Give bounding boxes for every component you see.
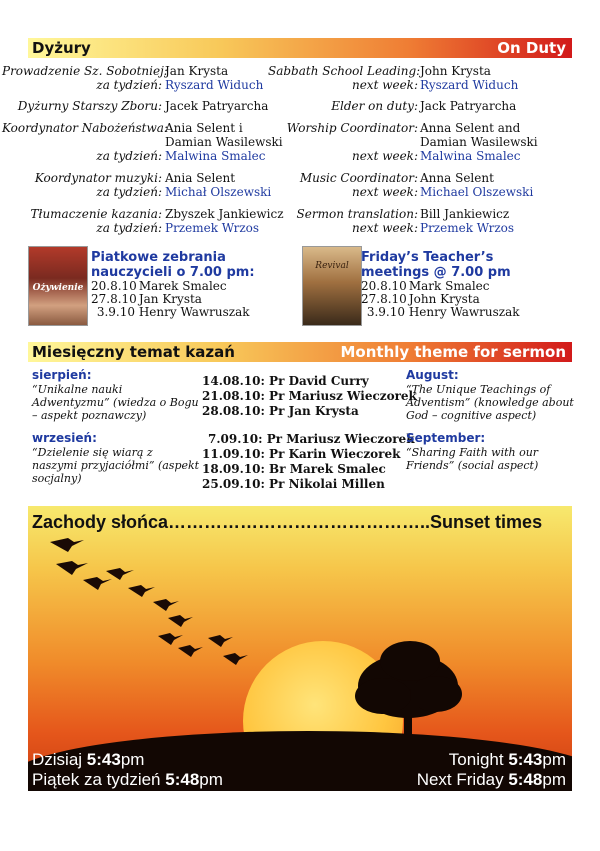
duty-next-value: Malwina Smalec <box>165 149 266 163</box>
duty-next-label: next week: <box>351 185 418 199</box>
duty-next-value: Przemek Wrzos <box>420 221 515 235</box>
sunset-header: Zachody słońca……………………………………..Sunset times <box>32 512 543 532</box>
month-label: September: <box>406 431 486 445</box>
meeting-name: Henry Wawruszak <box>138 305 250 319</box>
meeting-date: 27.8.10 <box>361 292 407 306</box>
meeting-date: 3.9.10 <box>96 305 135 319</box>
meeting-title-pl <box>91 250 255 280</box>
sunset-time: 5:48 <box>508 770 543 789</box>
duty-value-line2: Damian Wasilewski <box>420 135 538 149</box>
duty-next-value: Ryszard Widuch <box>165 78 264 92</box>
sermon-schedule-item: 14.08.10: Pr David Curry <box>202 374 369 388</box>
meeting-name: Marek Smalec <box>138 279 227 293</box>
meeting-name: Mark Smalec <box>408 279 490 293</box>
duty-next-label: next week: <box>351 78 418 92</box>
duty-next-label: za tydzień: <box>96 185 162 199</box>
sunset-label: Next Friday <box>416 770 504 789</box>
duty-next-label: next week: <box>351 221 418 235</box>
duty-value: Anna Selent <box>420 171 494 185</box>
book-cover-title: Ożywienie <box>32 283 84 293</box>
duty-label: Music Coordinator: <box>299 171 418 185</box>
duty-value: Ania Selent i <box>165 121 243 135</box>
meeting-title-en <box>361 250 511 280</box>
meeting-row <box>91 306 250 319</box>
duty-value: Zbyszek Jankiewicz <box>165 207 284 221</box>
sermon-schedule-item: 25.09.10: Pr Nikolai Millen <box>202 477 385 491</box>
book-cover-title: Revival <box>315 261 349 271</box>
on-duty-title-en: On Duty <box>497 39 566 57</box>
meeting-date: 20.8.10 <box>91 279 137 293</box>
meeting-date: 27.8.10 <box>91 292 137 306</box>
sunset-unit: pm <box>542 750 566 769</box>
duty-next-label: za tydzień: <box>96 149 162 163</box>
meeting-title-line: Piatkowe zebrania <box>91 250 226 265</box>
month-theme: “Dzielenie się wiarą z naszymi przyjaciółmi” (aspekt socjalny) <box>32 446 200 485</box>
meeting-date: 20.8.10 <box>361 279 407 293</box>
duty-next-value: Michael Olszewski <box>420 185 534 199</box>
sunset-unit: pm <box>542 770 566 789</box>
month-theme: “Sharing Faith with our Friends” (social aspect) <box>406 446 539 472</box>
duty-next-value: Michał Olszewski <box>165 185 272 199</box>
duty-label: Elder on duty: <box>331 99 418 113</box>
sunset-next-friday-en <box>417 770 566 790</box>
duty-value: Ania Selent <box>165 171 236 185</box>
sunset-today <box>32 750 144 770</box>
meeting-row <box>361 306 520 319</box>
duty-value: Bill Jankiewicz <box>420 207 510 221</box>
duty-label: Worship Coordinator: <box>286 121 418 135</box>
month-label: August: <box>406 368 459 382</box>
sunset-time: 5:43 <box>86 750 121 769</box>
duty-next-label: za tydzień: <box>96 221 162 235</box>
month-label: sierpień: <box>32 368 92 382</box>
meeting-name: Henry Wawruszak <box>408 305 520 319</box>
meeting-title-line: meetings @ 7.00 pm <box>361 265 511 280</box>
duty-value: Anna Selent and <box>420 121 521 135</box>
on-duty-title-pl: Dyżury <box>32 39 91 57</box>
sunset-panel <box>28 506 572 791</box>
birds-graphic <box>28 506 572 791</box>
duty-value: Jack Patryarcha <box>420 99 517 113</box>
meeting-name: John Krysta <box>408 292 480 306</box>
sermon-title-en: Monthly theme for sermon <box>340 343 566 361</box>
book-cover-image <box>28 246 88 326</box>
sunset-next-friday <box>32 770 223 790</box>
duty-next-label: za tydzień: <box>96 78 162 92</box>
duty-value: John Krysta <box>420 64 491 78</box>
duty-value: Jacek Patryarcha <box>165 99 269 113</box>
duty-label: Sabbath School Leading: <box>268 64 421 78</box>
sermon-schedule-item: 21.08.10: Pr Mariusz Wieczorek <box>202 389 417 403</box>
duty-next-value: Ryszard Widuch <box>420 78 519 92</box>
duty-label: Prowadzenie Sz. Sobotniej: <box>2 64 168 78</box>
duty-next-value: Przemek Wrzos <box>165 221 260 235</box>
meeting-title-line: Friday’s Teacher’s <box>361 250 494 265</box>
duty-label: Dyżurny Starszy Zboru: <box>17 99 162 113</box>
duty-next-value: Malwina Smalec <box>420 149 521 163</box>
sunset-time: 5:48 <box>165 770 200 789</box>
duty-label: Koordynator muzyki: <box>34 171 162 185</box>
sunset-unit: pm <box>199 770 223 789</box>
meeting-date: 3.9.10 <box>366 305 405 319</box>
on-duty-header <box>28 38 572 58</box>
duty-value: Jan Krysta <box>165 64 229 78</box>
meeting-title-line: nauczycieli o 7.00 pm: <box>91 265 255 280</box>
month-theme: “The Unique Teachings of Adventism” (knowledge about God – cognitive aspect) <box>406 383 574 422</box>
sunset-unit: pm <box>120 750 145 769</box>
sermon-schedule-item: 7.09.10: Pr Mariusz Wieczorek <box>208 432 415 446</box>
duty-next-label: next week: <box>351 149 418 163</box>
duty-value-line2: Damian Wasilewski <box>165 135 283 149</box>
month-theme: “Unikalne nauki Adwentyzmu” (wiedza o Bogu – aspekt poznawczy) <box>32 383 199 422</box>
meeting-name: Jan Krysta <box>138 292 202 306</box>
sunset-label: Piątek za tydzień <box>32 770 161 789</box>
sunset-time: 5:43 <box>508 750 543 769</box>
sermon-header <box>28 342 572 362</box>
sermon-title-pl: Miesięczny temat kazań <box>32 343 235 361</box>
sermon-schedule-item: 18.09.10: Br Marek Smalec <box>202 462 386 476</box>
duty-label: Tłumaczenie kazania: <box>30 207 162 221</box>
sunset-label: Dzisiaj <box>32 750 83 769</box>
book-cover-image <box>302 246 362 326</box>
month-label: wrzesień: <box>32 431 97 445</box>
sunset-tonight <box>449 750 566 770</box>
sermon-schedule-item: 11.09.10: Pr Karin Wieczorek <box>202 447 401 461</box>
duty-label: Sermon translation: <box>296 207 418 221</box>
sermon-schedule-item: 28.08.10: Pr Jan Krysta <box>202 404 359 418</box>
sunset-label: Tonight <box>448 750 504 769</box>
duty-label: Koordynator Nabożeństwa: <box>2 121 168 135</box>
